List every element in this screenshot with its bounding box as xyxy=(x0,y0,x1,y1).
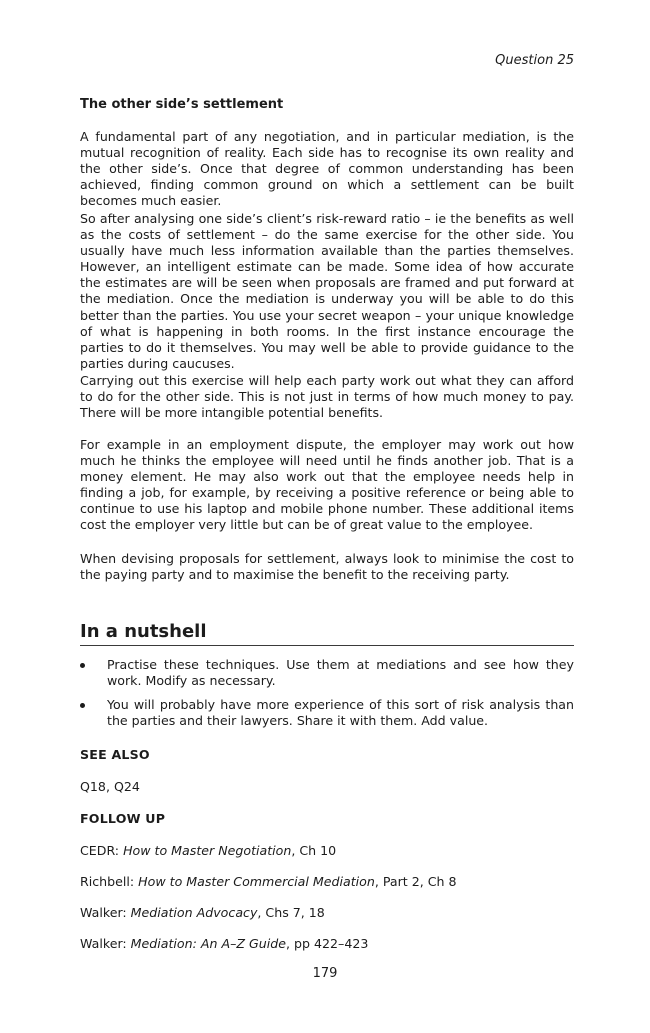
reference-author: Walker: xyxy=(80,936,131,951)
list-item xyxy=(80,657,574,689)
nutshell-list xyxy=(80,657,574,729)
reference-item xyxy=(80,936,368,951)
list-item-text: You will probably have more experience of this sort of risk analysis than the parties and their lawyers. Share it with them. Add value. xyxy=(107,697,574,729)
follow-up-heading: FOLLOW UP xyxy=(80,811,166,826)
reference-author: Walker: xyxy=(80,905,131,920)
reference-detail: , pp 422–423 xyxy=(286,936,369,951)
bullet-icon xyxy=(80,663,85,668)
section-heading: The other side’s settlement xyxy=(80,97,284,112)
page-number: 179 xyxy=(312,966,338,981)
list-item xyxy=(80,697,574,729)
reference-author: CEDR: xyxy=(80,843,124,858)
bullet-icon xyxy=(80,703,85,708)
reference-detail: , Ch 10 xyxy=(291,843,337,858)
reference-item xyxy=(80,874,457,889)
paragraph: For example in an employment dispute, the employer may work out how much he thinks the employee will need until he finds another job. That is a money element. He may also work out that the employee needs help in finding a job, for example, by receiving a positive reference or being able to continue to use his laptop and mobile phone number. These additional items cost the employer very little but can be of great value to the employee. xyxy=(80,437,574,533)
reference-title: Mediation Advocacy xyxy=(130,905,258,920)
see-also-heading: SEE ALSO xyxy=(80,747,150,762)
reference-item xyxy=(80,905,325,920)
paragraph: Carrying out this exercise will help each party work out what they can afford to do for the other side. This is not just in terms of how much money to pay. There will be more intangible potential benefits. xyxy=(80,373,574,421)
paragraph: So after analysing one side’s client’s risk-reward ratio – ie the benefits as well as the costs of settlement – do the same exercise for the other side. You usually have much less information available than the parties themselves. However, an intelligent estimate can be made. Some idea of how accurate the estimates are will be seen when proposals are framed and put forward at the mediation. Once the mediation is underway you will be able to do this better than the parties. You use your secret weapon – your unique knowledge of what is happening in both rooms. In the first instance encourage the parties to do it themselves. You may well be able to provide guidance to the parties during caucuses. xyxy=(80,211,574,371)
nutshell-title: In a nutshell xyxy=(80,621,574,646)
reference-item xyxy=(80,843,336,858)
reference-author: Richbell: xyxy=(80,874,139,889)
paragraph: A fundamental part of any negotiation, and in particular mediation, is the mutual recognition of reality. Each side has to recognise its own reality and the other side’s. Once that degree of common understanding has been achieved, finding common ground on which a settlement can be built becomes much easier. xyxy=(80,129,574,209)
reference-detail: , Chs 7, 18 xyxy=(257,905,325,920)
reference-title: How to Master Commercial Mediation xyxy=(138,874,375,889)
see-also-text: Q18, Q24 xyxy=(80,779,140,794)
reference-title: How to Master Negotiation xyxy=(123,843,292,858)
running-head: Question 25 xyxy=(495,53,574,68)
paragraph: When devising proposals for settlement, always look to minimise the cost to the paying party and to maximise the benefit to the receiving party. xyxy=(80,551,574,583)
list-item-text: Practise these techniques. Use them at mediations and see how they work. Modify as necessary. xyxy=(107,657,574,689)
reference-detail: , Part 2, Ch 8 xyxy=(374,874,457,889)
reference-title: Mediation: An A–Z Guide xyxy=(130,936,286,951)
